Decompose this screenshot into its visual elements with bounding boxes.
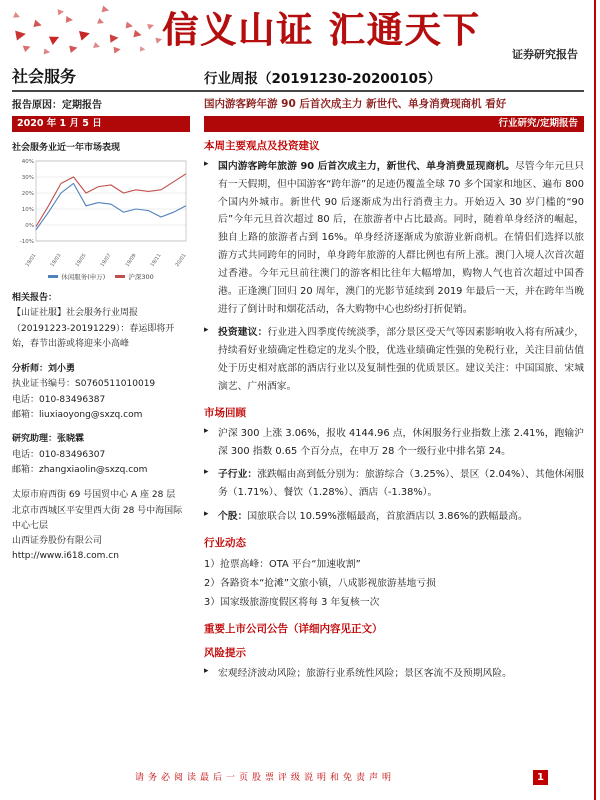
bullet-text: 宏观经济波动风险；旅游行业系统性风险；景区客流不及预期风险。: [218, 668, 512, 680]
svg-text:19/09: 19/09: [124, 252, 138, 267]
decorative-arrow-icon: ▶: [43, 46, 51, 57]
svg-text:10%: 10%: [21, 206, 34, 213]
chart-legend: [12, 272, 190, 281]
decorative-arrow-icon: ▶: [14, 26, 28, 43]
news-item: 3）国家级旅游度假区将每 3 年复核一次: [204, 597, 380, 609]
section-heading-market-review: 市场回顾: [204, 406, 246, 419]
company-website-link[interactable]: http://www.i618.com.cn: [12, 551, 119, 562]
bullet-item: [204, 425, 584, 461]
news-item: 2）各路资本“抢滩”文旅小镇，八成影视旅游基地亏损: [204, 578, 436, 589]
svg-text:20%: 20%: [21, 190, 34, 197]
bullet-text: 沪深 300 上涨 3.06%，报收 4144.96 点，休闲服务行业指数上涨 2.41%，跑输沪深 300 指数 0.65 个百分点，在申万 28 个一级行业中排名第 24。: [218, 427, 584, 457]
decorative-arrow-icon: ▶: [47, 29, 62, 47]
decorative-arrow-icon: ▶: [96, 16, 106, 27]
news-item: 1）抢票高峰：OTA 平台“加速收割”: [204, 558, 361, 570]
page-footer: [0, 770, 600, 786]
bullet-arrow-icon: ▸: [204, 325, 209, 336]
footer-disclaimer: 请务必阅读最后一页股票评级说明和免责声明: [134, 773, 395, 783]
legend-swatch-leisure: [48, 275, 58, 278]
report-subtitle: 国内游客跨年游 90 后首次成主力 新世代、单身消费现商机 看好: [204, 98, 507, 110]
page-number: 1: [533, 770, 548, 785]
decorative-arrow-icon: ▶: [133, 28, 143, 41]
chart-title: 社会服务业近一年市场表现: [12, 143, 121, 153]
report-date: 2020 年 1 月 5 日: [12, 116, 190, 132]
svg-text:-10%: -10%: [19, 238, 34, 245]
decorative-arrow-icon: ▶: [68, 42, 79, 55]
related-reports: [12, 291, 190, 352]
address-taiyuan: 太原市府西街 69 号国贸中心 A 座 28 层: [12, 490, 176, 501]
bullet-item: [204, 158, 584, 318]
svg-text:30%: 30%: [21, 174, 34, 181]
legend-swatch-csi300: [115, 275, 125, 278]
section-heading-announcements: 重要上市公司公告（详细内容见正文）: [204, 623, 383, 636]
analyst-email: 邮箱：liuxiaoyong@sxzq.com: [12, 410, 143, 421]
right-edge-accent-line: [594, 0, 596, 800]
brand-calligraphy: 信义山证 汇通天下: [162, 9, 481, 51]
bullet-text: 投资建议：行业进入四季度传统淡季，部分景区受天气等因素影响收入将有所减少，持续看好业绩确定性稳定的龙头个股，优选业绩确定性强的免税行业，关注目前估值处于历史相对底部的酒店行业以及复制性强的优质景区。建议关注：中国国旅、宋城演艺、广州酒家。: [218, 327, 585, 392]
decorative-arrow-icon: ▶: [109, 30, 120, 45]
body-columns: [12, 138, 584, 689]
decorative-arrow-icon: ▶: [146, 20, 156, 31]
legend-item-leisure: [48, 272, 105, 281]
bullet-text: 子行业：涨跌幅由高到低分别为：旅游综合（3.25%）、景区（2.04%）、其他休闲服务（1.71%）、餐饮（1.28%）、酒店（-1.38%）。: [218, 469, 585, 499]
performance-line-chart: [12, 155, 190, 267]
analyst-name: 分析师：刘小勇: [12, 364, 76, 375]
section-heading-risk: 风险提示: [204, 647, 246, 660]
decorative-arrow-icon: ▶: [139, 44, 146, 54]
assistant-name: 研究助理：张晓霖: [12, 434, 85, 445]
subtitle-row: [12, 96, 584, 111]
bullet-item: [204, 665, 584, 683]
svg-text:0%: 0%: [25, 222, 34, 229]
legend-item-csi300: [115, 272, 153, 281]
assistant-email: 邮箱：zhangxiaolin@sxzq.com: [12, 464, 148, 475]
svg-text:19/11: 19/11: [149, 252, 163, 267]
legend-label-csi300: 沪深300: [128, 273, 154, 281]
svg-text:19/01: 19/01: [24, 252, 38, 267]
section-heading-weekly-views: 本周主要观点及投资建议: [204, 140, 320, 152]
svg-text:19/03: 19/03: [49, 252, 63, 267]
sidebar: [12, 138, 190, 689]
bullet-text: 个股：国旅联合以 10.59%涨幅最高，首旅酒店以 3.86%的跌幅最高。: [218, 511, 528, 523]
decorative-arrow-icon: ▶: [12, 10, 22, 21]
decorative-arrow-icon: ▶: [22, 42, 33, 54]
bullet-arrow-icon: ▸: [204, 159, 209, 169]
decorative-arrow-icon: ▶: [78, 25, 92, 44]
related-reports-label: 相关报告：: [12, 293, 58, 303]
performance-chart-box: [12, 140, 190, 281]
bullet-item: [204, 466, 584, 502]
analyst-block: [12, 362, 190, 478]
report-type-label: 证券研究报告: [512, 48, 578, 61]
main-content: [204, 138, 584, 689]
bullet-item: [204, 324, 584, 395]
bullet-arrow-icon: ▸: [204, 666, 209, 677]
svg-text:40%: 40%: [21, 158, 34, 165]
decorative-arrow-icon: ▶: [101, 4, 111, 16]
industry-name: 社会服务: [12, 67, 77, 86]
title-row: [12, 64, 584, 92]
svg-text:19/07: 19/07: [99, 252, 113, 267]
company-name: 山西证券股份有限公司: [12, 536, 103, 547]
bullet-text: 国内游客跨年旅游 90 后首次成主力，新世代、单身消费显现商机。尽管今年元旦只有一天假期，但中国游客“跨年游”的足迹仍覆盖全球 70 多个国家和地区、遍布 800 个国内外城市。新世代 90 后逐渐成为出行消费主力。开始迈入 30 岁门槛的“90 后”今年元旦首次超过 80 后，在旅游者中占比最高。同时，随着单身经济的崛起，独自上路的旅游者占到 16%。单身经济逐渐成为旅游业新商机。在情侣们选择以旅游方式共同跨年的同时，单身跨年旅游的人群比例也有所上涨。澳门入境人次首次超过香港。今年元旦前往澳门的游客相比往年大幅增加，购物人气也首次超过中国香港。正逢澳门回归 20 周年，澳门的光影节延续到 2019 年最后一天，并在跨年当晚进行了倒计时和烟花活动，各大购物中心也纷纷打折促销。: [218, 161, 584, 315]
analyst-phone: 电话：010-83496387: [12, 394, 106, 405]
bullet-item: [204, 508, 584, 526]
bullet-arrow-icon: ▸: [204, 509, 209, 520]
decorative-arrow-icon: ▶: [57, 6, 65, 17]
address-beijing: 北京市西城区平安里西大街 28 号中海国际中心七层: [12, 505, 183, 531]
analyst-cert: 执业证书编号：S0760511010019: [12, 379, 156, 390]
decorative-arrow-icon: ▶: [113, 44, 122, 56]
related-report-entry: 【山证社服】社会服务行业周报（20191223-20191229）：春运即将开始，春节出游或将迎来小高峰: [12, 308, 175, 349]
report-reason: 报告原因：定期报告: [12, 100, 102, 111]
decorative-arrow-icon: ▶: [92, 40, 102, 51]
address-block: [12, 488, 190, 564]
report-title: 行业周报（20191230-20200105）: [204, 71, 441, 87]
bullet-arrow-icon: ▸: [204, 467, 209, 478]
legend-label-leisure: 休闲服务(申万): [61, 273, 106, 281]
section-heading-industry-news: 行业动态: [204, 536, 246, 549]
decorative-arrow-icon: ▶: [125, 20, 134, 32]
decorative-arrow-icon: ▶: [65, 14, 74, 26]
assistant-phone: 电话：010-83496307: [12, 449, 106, 460]
svg-text:20/01: 20/01: [174, 252, 188, 267]
report-tag: 行业研究/定期报告: [204, 116, 584, 132]
brand-header: [12, 0, 584, 64]
arrow-flock: [12, 2, 172, 62]
decorative-arrow-icon: ▶: [154, 34, 164, 45]
decorative-arrow-icon: ▶: [32, 18, 44, 31]
svg-text:19/05: 19/05: [74, 252, 88, 267]
redbar-row: [12, 116, 584, 132]
bullet-arrow-icon: ▸: [204, 425, 209, 436]
